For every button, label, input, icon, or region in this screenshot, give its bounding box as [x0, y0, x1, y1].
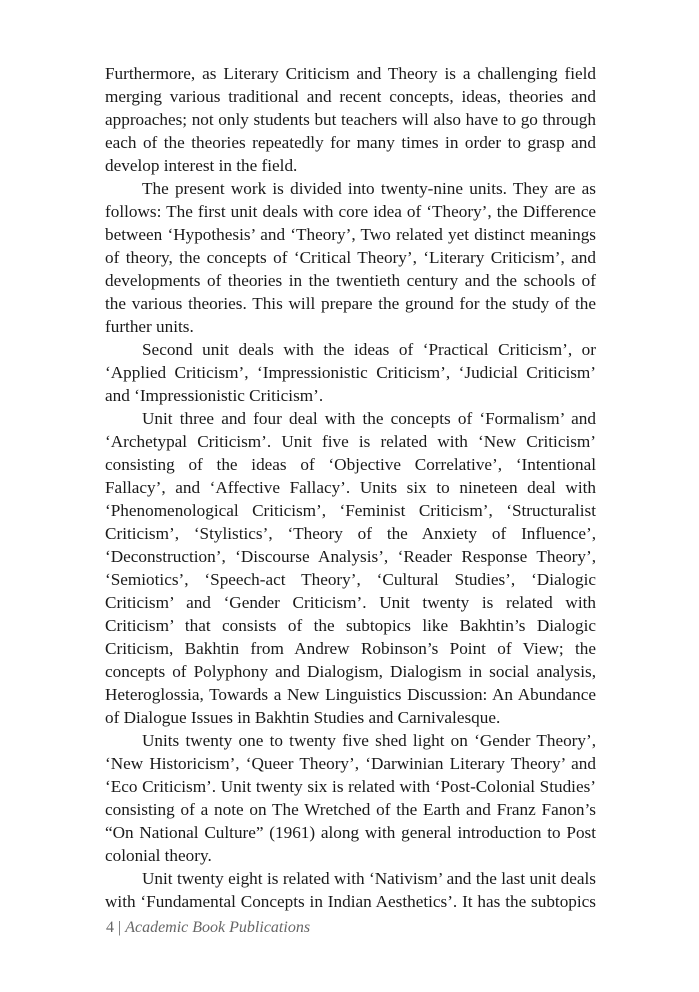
text-line: colonial theory. [105, 846, 212, 865]
text-line: developments of theories in the twentieth century and the schools of [105, 271, 596, 290]
text-line: further units. [105, 317, 194, 336]
text-line: ‘Phenomenological Criticism’, ‘Feminist Criticism’, ‘Structuralist [105, 501, 596, 520]
text-line: Fallacy’, and ‘Affective Fallacy’. Units six to nineteen deal with [105, 478, 596, 497]
publisher-name: Academic Book Publications [125, 919, 311, 936]
text-line: Criticism, Bakhtin from Andrew Robinson’s Point of View; the [105, 639, 596, 658]
paragraph [105, 407, 596, 729]
text-line: Units twenty one to twenty five shed light on ‘Gender Theory’, [142, 731, 596, 750]
text-line: consisting of a note on The Wretched of the Earth and Franz Fanon’s [105, 800, 596, 819]
text-line: consisting of the ideas of ‘Objective Correlative’, ‘Intentional [105, 455, 596, 474]
page-number: 4 [106, 919, 114, 936]
paragraph [105, 177, 596, 338]
text-line: The present work is divided into twenty-nine units. They are as [142, 179, 596, 198]
text-line: between ‘Hypothesis’ and ‘Theory’, Two related yet distinct meanings [105, 225, 596, 244]
text-line: Unit twenty eight is related with ‘Nativism’ and the last unit deals [142, 869, 596, 888]
text-line: the various theories. This will prepare the ground for the study of the [105, 294, 596, 313]
text-line: ‘New Historicism’, ‘Queer Theory’, ‘Darwinian Literary Theory’ and [105, 754, 596, 773]
text-line: ‘Eco Criticism’. Unit twenty six is related with ‘Post-Colonial Studies’ [105, 777, 596, 796]
text-line: Criticism’ and ‘Gender Criticism’. Unit twenty is related with [105, 593, 596, 612]
text-line: of theory, the concepts of ‘Critical Theory’, ‘Literary Criticism’, and [105, 248, 596, 267]
body-text [105, 62, 596, 913]
text-line: Criticism’, ‘Stylistics’, ‘Theory of the Anxiety of Influence’, [105, 524, 596, 543]
paragraph [105, 338, 596, 407]
text-line: Unit three and four deal with the concepts of ‘Formalism’ and [142, 409, 596, 428]
text-line: concepts of Polyphony and Dialogism, Dialogism in social analysis, [105, 662, 596, 681]
text-line: with ‘Fundamental Concepts in Indian Aesthetics’. It has the subtopics [105, 892, 596, 911]
text-line: develop interest in the field. [105, 156, 298, 175]
text-line: ‘Applied Criticism’, ‘Impressionistic Criticism’, ‘Judicial Criticism’ [105, 363, 596, 382]
paragraph [105, 62, 596, 177]
text-line: Heteroglossia, Towards a New Linguistics Discussion: An Abundance [105, 685, 596, 704]
paragraph [105, 729, 596, 867]
text-line: and ‘Impressionistic Criticism’. [105, 386, 324, 405]
text-line: each of the theories repeatedly for many times in order to grasp and [105, 133, 596, 152]
text-line: of Dialogue Issues in Bakhtin Studies and Carnivalesque. [105, 708, 501, 727]
paragraph [105, 867, 596, 913]
text-line: Second unit deals with the ideas of ‘Practical Criticism’, or [142, 340, 596, 359]
text-line: “On National Culture” (1961) along with general introduction to Post [105, 823, 596, 842]
text-line: Furthermore, as Literary Criticism and Theory is a challenging field [105, 64, 596, 83]
text-line: ‘Archetypal Criticism’. Unit five is related with ‘New Criticism’ [105, 432, 596, 451]
page-footer [106, 919, 310, 937]
text-line: follows: The first unit deals with core idea of ‘Theory’, the Difference [105, 202, 596, 221]
text-line: ‘Deconstruction’, ‘Discourse Analysis’, ‘Reader Response Theory’, [105, 547, 596, 566]
text-line: approaches; not only students but teachers will also have to go through [105, 110, 596, 129]
text-line: ‘Semiotics’, ‘Speech-act Theory’, ‘Cultural Studies’, ‘Dialogic [105, 570, 596, 589]
text-line: merging various traditional and recent concepts, ideas, theories and [105, 87, 596, 106]
text-line: Criticism’ that consists of the subtopics like Bakhtin’s Dialogic [105, 616, 596, 635]
footer-separator: | [118, 919, 122, 936]
